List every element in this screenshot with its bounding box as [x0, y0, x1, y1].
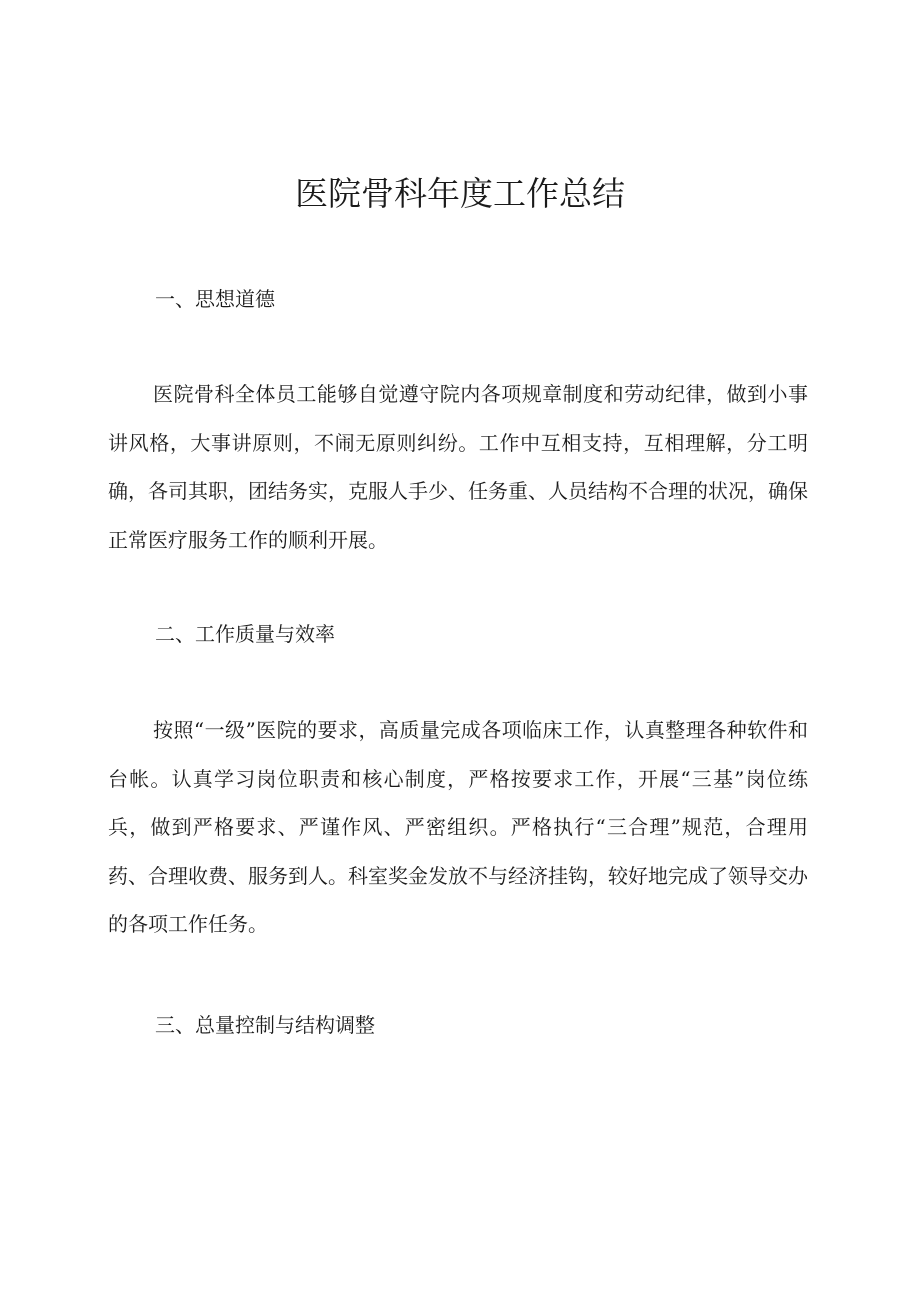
- section-paragraph-1: 医院骨科全体员工能够自觉遵守院内各项规章制度和劳动纪律，做到小事讲风格，大事讲原则，不闹无原则纠纷。工作中互相支持，互相理解，分工明确，各司其职，团结务实，克服人手少、任务重、人员结构不合理的状况，确保正常医疗服务工作的顺利开展。: [108, 382, 808, 552]
- section-heading-3: 三、总量控制与结构调整: [155, 1013, 375, 1037]
- section-heading-2: 二、工作质量与效率: [155, 622, 335, 646]
- section-heading-1: 一、思想道德: [155, 287, 275, 311]
- document-title: 医院骨科年度工作总结: [295, 174, 625, 213]
- section-paragraph-2: 按照“一级”医院的要求，高质量完成各项临床工作，认真整理各种软件和台帐。认真学习岗位职责和核心制度，严格按要求工作，开展“三基”岗位练兵，做到严格要求、严谨作风、严密组织。严格执行“三合理”规范，合理用药、合理收费、服务到人。科室奖金发放不与经济挂钩，较好地完成了领导交办的各项工作任务。: [108, 718, 808, 937]
